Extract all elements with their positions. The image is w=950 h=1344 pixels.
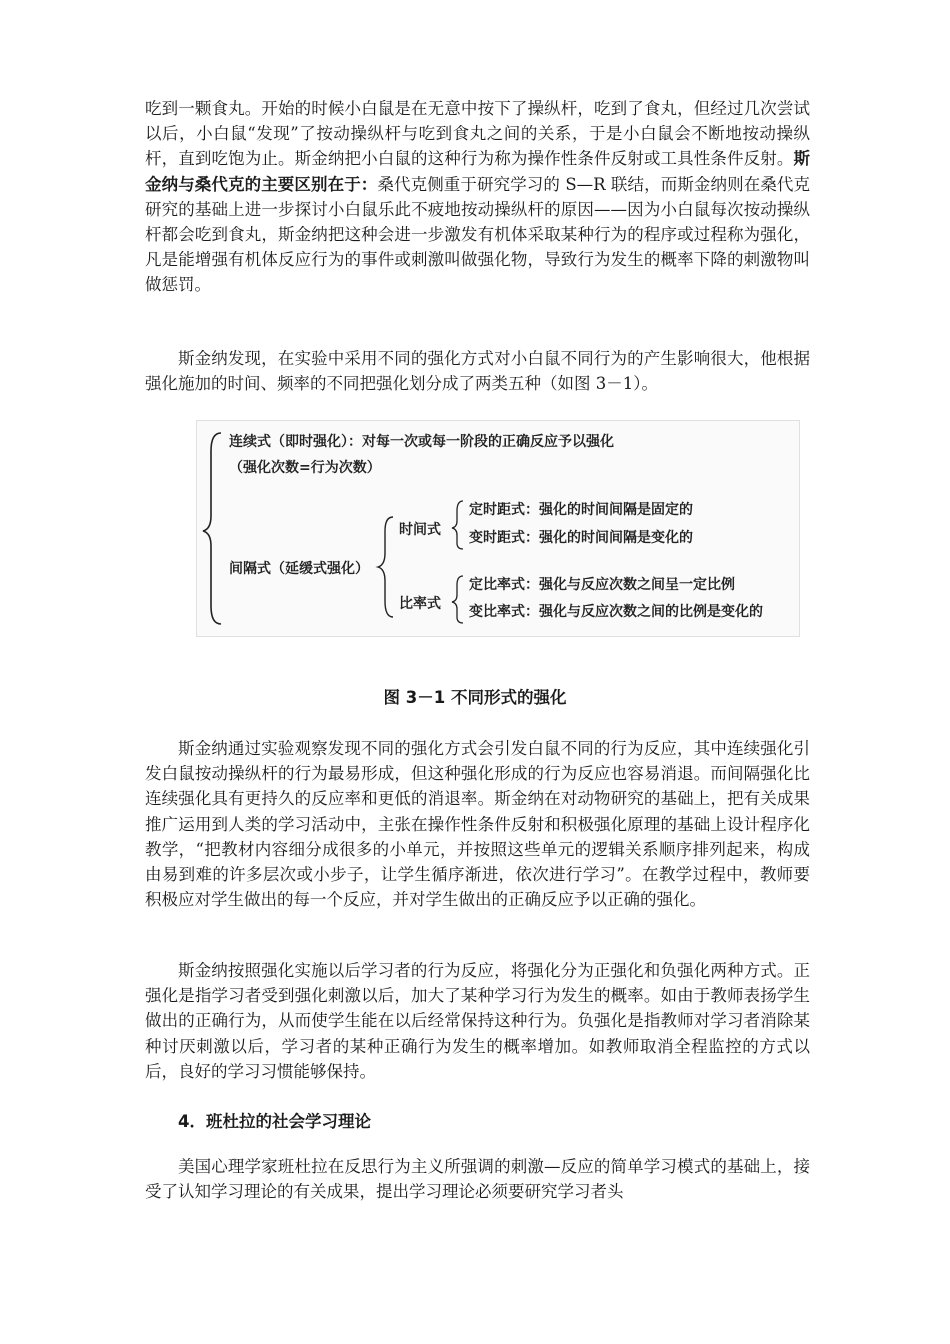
paragraph-operant-conditioning bbox=[145, 96, 810, 298]
time-brace bbox=[452, 501, 463, 549]
paragraph-text: 桑代克侧重于研究学习的 S—R 联结，而斯金纳则在桑代克研究的基础上进一步探讨小白鼠乐此不疲地按动操纵杆的原因——因为小白鼠每次按动操纵杆都会吃到食丸，斯金纳把这种会进一步激发有机体采取某种行为的程序或过程称为强化，凡是能增强有机体反应行为的事件或刺激叫做强化物，导致行为发生的概率下降的刺激物叫做惩罚。 bbox=[145, 174, 811, 295]
interval-brace bbox=[378, 517, 393, 617]
figure-caption: 图 3－1 不同形式的强化 bbox=[383, 688, 567, 707]
paragraph-text: 吃到一颗食丸。开始的时候小白鼠是在无意中按下了操纵杆，吃到了食丸，但经过几次尝试以后，小白鼠“发现”了按动操纵杆与吃到食丸之间的关系，于是小白鼠会不断地按动操纵杆，直到吃饱为止。斯金纳把小白鼠的这种行为称为操作性条件反射或工具性条件反射。 bbox=[145, 99, 810, 169]
paragraph-programmed-instruction: 斯金纳通过实验观察发现不同的强化方式会引发白鼠不同的行为反应，其中连续强化引发白鼠按动操纵杆的行为最易形成，但这种强化形成的行为反应也容易消退。而间隔强化比连续强化具有更持久的反应率和更低的消退率。斯金纳在对动物研究的基础上，把有关成果推广运用到人类的学习活动中，主张在操作性条件反射和积极强化原理的基础上设计程序化教学，“把教材内容细分成很多的小单元，并按照这些单元的逻辑关系顺序排列起来，构成由易到难的许多层次或小步子，让学生循序渐进，依次进行学习”。在教学过程中，教师要积极应对学生做出的每一个反应，并对学生做出的正确反应予以正确的强化。 bbox=[145, 739, 810, 910]
ratio-brace bbox=[452, 576, 463, 623]
paragraph-reinforcement-types: 斯金纳发现，在实验中采用不同的强化方式对小白鼠不同行为的产生影响很大，他根据强化施加的时间、频率的不同把强化划分成了两类五种（如图 3－1）。 bbox=[145, 349, 810, 394]
ratio-schedule-label: 比率式 bbox=[399, 596, 441, 612]
reinforcement-diagram bbox=[196, 420, 800, 637]
variable-ratio-item: 变比率式：强化与反应次数之间的比例是变化的 bbox=[469, 604, 763, 620]
main-brace bbox=[203, 433, 221, 624]
interval-reinforcement-label: 间隔式（延缓式强化） bbox=[229, 561, 369, 577]
continuous-reinforcement-note: （强化次数=行为次数） bbox=[229, 460, 381, 476]
fixed-interval-item: 定时距式：强化的时间间隔是固定的 bbox=[469, 502, 693, 518]
paragraph-positive-negative-reinforcement: 斯金纳按照强化实施以后学习者的行为反应，将强化分为正强化和负强化两种方式。正强化是指学习者受到强化刺激以后，加大了某种学习行为发生的概率。如由于教师表扬学生做出的正确行为，从而使学生能在以后经常保持这种行为。负强化是指教师对学习者消除某种讨厌刺激以后，学习者的某种正确行为发生的概率增加。如教师取消全程监控的方式以后，良好的学习习惯能够保持。 bbox=[145, 961, 810, 1081]
paragraph-bandura: 美国心理学家班杜拉在反思行为主义所强调的刺激—反应的简单学习模式的基础上，接受了认知学习理论的有关成果，提出学习理论必须要研究学习者头 bbox=[145, 1157, 810, 1202]
bold-phrase: 斯金纳与桑代克的主要区别在于： bbox=[145, 149, 810, 194]
time-schedule-label: 时间式 bbox=[399, 522, 441, 538]
variable-interval-item: 变时距式：强化的时间间隔是变化的 bbox=[469, 530, 693, 546]
continuous-reinforcement-line: 连续式（即时强化）：对每一次或每一阶段的正确反应予以强化 bbox=[229, 434, 614, 450]
section-heading: 4．班杜拉的社会学习理论 bbox=[178, 1112, 371, 1131]
fixed-ratio-item: 定比率式：强化与反应次数之间呈一定比例 bbox=[469, 577, 735, 593]
